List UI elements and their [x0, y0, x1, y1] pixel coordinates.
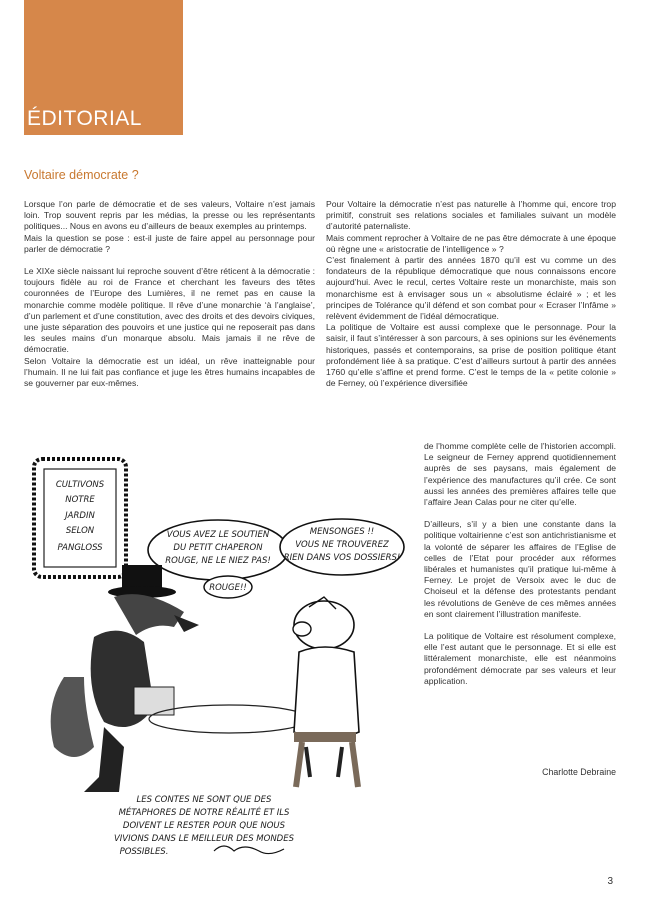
- section-title: ÉDITORIAL: [27, 107, 142, 130]
- small-bubble-text: ROUGE!!: [209, 583, 247, 593]
- right-narrow-column: [424, 441, 616, 687]
- paragraph: Mais la question se pose : est-il juste de faire appel au personnage pour parler de démocratie ?: [24, 232, 315, 254]
- paragraph: de l’homme complète celle de l’historien accompli. Le seigneur de Ferney apprend quotidiennement auprès de ses paysans, mais également de l’expérience des manufactures qu’il crée. Ce sont aussi les années des premières affaires telle que l’affaire Jean Calas pour ne citer qu’elle.: [424, 441, 616, 508]
- paragraph: C’est finalement à partir des années 1870 qu’il est vu comme un des fondateurs de la république démocratique que nous connaissons encore aujourd’hui. Avec le recul, certes Voltaire reste un monarchiste, mais son monarchisme est à envisager sous un « absolutisme éclairé » ; et les principes de Tolérance qu’il défend et son combat pour « Ecraser l’Infâme » relèvent évidemment de l’idéal démocratique.: [326, 255, 616, 322]
- caption-line: DOIVENT LE RESTER POUR QUE NOUS: [122, 821, 286, 831]
- artist-signature: [214, 846, 284, 854]
- right-column: [326, 199, 616, 389]
- paragraph: D’ailleurs, s’il y a bien une constante dans la politique voltairienne c’est son antichristianisme et la volonté de séparer les affaires de l’Eglise de celles de l’Etat pour procéder aux réformes libérales et humanistes qu’il pratique lui-même à Ferney. Le projet de Versoix avec le duc de Choiseul et la défense des protestants pendant les révolutions de Genève de ces mêmes années en sont clairement l’illustration manifeste.: [424, 519, 616, 619]
- left-column: [24, 199, 315, 389]
- cartoon-illustration: [24, 447, 419, 867]
- article-subtitle: Voltaire démocrate ?: [24, 168, 139, 182]
- page-number: 3: [607, 876, 613, 887]
- paragraph: La politique de Voltaire est résolument complexe, elle l’est autant que le personnage. Et si elle est littéralement monarchiste, elle est néanmoins profondément démocrate par ses valeurs et leur application.: [424, 631, 616, 686]
- caption-line: LES CONTES NE SONT QUE DES: [136, 795, 272, 805]
- paragraph: Lorsque l’on parle de démocratie et de ses valeurs, Voltaire n’est jamais loin. Trop souvent repris par les médias, la presse ou les représentants politiques... Nous en avons eu d’ailleurs de beaux exemples au printemps.: [24, 199, 315, 232]
- paragraph: Pour Voltaire la démocratie n’est pas naturelle à l’homme qui, encore trop primitif, construit ses relations sociales et familiales suivant un modèle d’autorité paternaliste.: [326, 199, 616, 232]
- pangloss-frame: [34, 459, 126, 577]
- caption-line: MÉTAPHORES DE NOTRE RÉALITÉ ET ILS: [118, 808, 290, 818]
- bubble-line: VOUS AVEZ LE SOUTIEN: [166, 530, 270, 540]
- frame-line: SELON: [65, 526, 95, 536]
- paragraph: La politique de Voltaire est aussi complexe que le personnage. Pour la saisir, il faut s’intéresser à son parcours, à ses opinions sur les événements historiques, passés et contemporains, sa prise de position politique étant profondément liée à sa pratique. C’est d’ailleurs surtout à partir des années 1760 qu’elle s’affine et prend forme. C’est le temps de la « petite colonie » de Ferney, où l’expérience diversifiée: [326, 322, 616, 389]
- bubble-line: DU PETIT CHAPERON: [173, 543, 263, 553]
- bubble-line: ROUGE, NE LE NIEZ PAS!: [165, 556, 271, 566]
- bubble-line: VOUS NE TROUVEREZ: [295, 540, 389, 550]
- pig-figure: [293, 597, 359, 787]
- section-banner: [24, 0, 183, 135]
- caption-line: VIVIONS DANS LE MEILLEUR DES MONDES: [113, 834, 295, 844]
- pig-speech-bubble: [280, 519, 404, 575]
- bubble-line: MENSONGES !!: [309, 527, 375, 537]
- frame-line: JARDIN: [65, 511, 95, 521]
- frame-line: NOTRE: [65, 495, 95, 505]
- cartoon-drawing: [24, 447, 419, 867]
- bubble-line: RIEN DANS VOS DOSSIERS!: [283, 553, 401, 563]
- paragraph: Mais comment reprocher à Voltaire de ne pas être démocrate à une époque où règne une « aristocratie de l’intelligence » ?: [326, 232, 616, 254]
- frame-line: PANGLOSS: [57, 543, 103, 553]
- wolf-speech-bubble: [148, 520, 288, 598]
- table-outline: [149, 705, 309, 733]
- wolf-figure: [51, 565, 199, 792]
- caption-line: POSSIBLES.: [119, 847, 169, 857]
- paragraph: Selon Voltaire la démocratie est un idéal, un rêve inatteignable pour l’humain. Il ne lui fait pas confiance et juge les êtres humains incapables de se gouverner par eux-mêmes.: [24, 355, 315, 389]
- paragraph: Le XIXe siècle naissant lui reproche souvent d’être réticent à la démocratie : toujours fidèle au roi de France et cherchant les faveurs des têtes couronnées de l’Europe des Lumières, il ne remet pas en cause la monarchie comme modèle politique. Il rêve d’une monarchie ‘à l’anglaise’, d’un parlement et d’une constitution, avec des droits et des devoirs civiques, une juste séparation des pouvoirs et une justice qui ne reposerait pas dans les seules mains d’un monarque absolu. Mais jamais il ne rêve de démocratie.: [24, 266, 315, 355]
- author-signature: Charlotte Debraine: [542, 767, 616, 777]
- frame-line: CULTIVONS: [55, 480, 105, 490]
- cartoon-caption: [114, 795, 295, 857]
